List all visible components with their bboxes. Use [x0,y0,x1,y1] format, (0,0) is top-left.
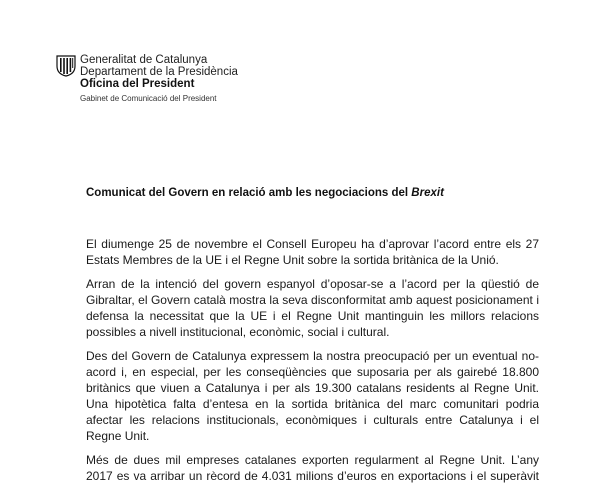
paragraph-line: Una hipotètica falta d’entesa en la sortida britànica del marc comunitari podria [86,397,539,411]
paragraph-line: Estats Membres de la UE i el Regne Unit sobre la sortida britànica de la Unió. [86,253,499,267]
paragraph-3 [86,348,539,444]
paragraph-1 [86,236,539,268]
paragraph-line: possibles a nivell institucional, econòmic, social i cultural. [86,325,390,339]
paragraph-line: 2017 es va arribar un rècord de 4.031 milions d’euros en exportacions i el superàvit [86,469,539,483]
org-generalitat: Generalitat de Catalunya [80,54,208,66]
org-department: Departament de la Presidència [80,65,238,78]
paragraph-4 [86,452,539,484]
paragraph-line: Més de dues mil empreses catalanes exporten regularment al Regne Unit. L’any [86,453,539,467]
paragraph-line: acord i, en especial, per les conseqüències que suposaria per als gairebé 18.800 [86,365,539,379]
paragraph-line: defensa la necessitat que la UE i el Regne Unit mantinguin les millors relacions [86,309,539,323]
letterhead [56,55,256,115]
paragraph-line: afectar les relacions institucionals, econòmiques i culturals entre Catalunya i el [86,413,539,427]
paragraph-line: Gibraltar, el Govern català mostra la seva disconformitat amb aquest posicionament i [86,293,539,307]
generalitat-logo-icon [56,55,76,77]
paragraph-line: britànics que viuen a Catalunya i per als 19.300 catalans residents al Regne Unit. [86,381,539,395]
paragraph-line: Des del Govern de Catalunya expressem la nostra preocupació per un eventual no- [86,349,539,363]
organization-name [80,55,238,104]
org-office: Oficina del President [80,78,195,90]
title-emphasis: Brexit [411,187,444,199]
org-cabinet: Gabinet de Comunicació del President [80,93,217,103]
title-text: Comunicat del Govern en relació amb les negociacions del [86,187,412,199]
paragraph-2 [86,276,539,340]
paragraph-line: Regne Unit. [86,429,150,443]
document-body [86,236,539,492]
paragraph-line: Arran de la intenció del govern espanyol d’oposar-se a l’acord per la qüestió de [86,277,539,291]
paragraph-line: El diumenge 25 de novembre el Consell Europeu ha d’aprovar l’acord entre els 27 [86,237,539,251]
document-title [86,187,444,199]
